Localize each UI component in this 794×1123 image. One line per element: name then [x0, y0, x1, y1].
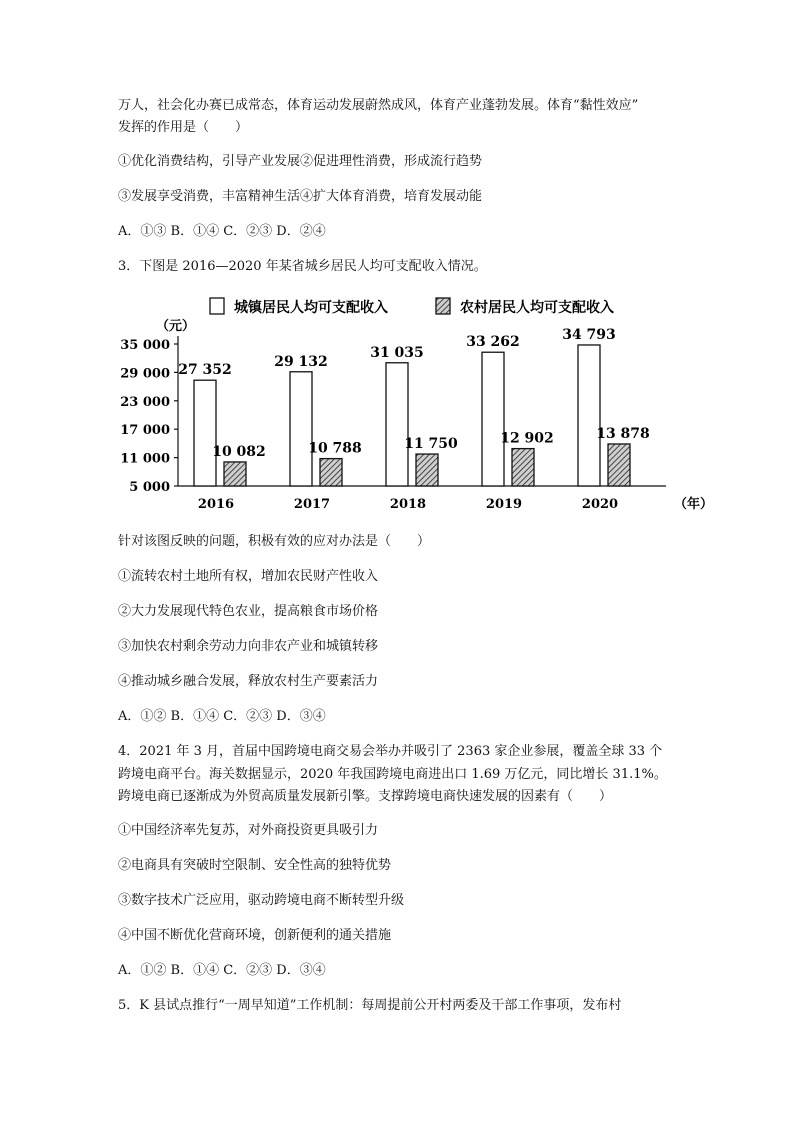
x-tick-label: 2020: [581, 497, 619, 512]
question-2-answer-choices: A．①③ B．①④ C．②③ D．②④: [118, 224, 326, 239]
bar-rural: [416, 454, 438, 486]
y-axis-unit-label: （元）: [156, 319, 196, 334]
question-3-answer-choices: A．①② B．①④ C．②③ D．③④: [118, 709, 326, 724]
question-4-option-1: ①中国经济率先复苏，对外商投资更具吸引力: [118, 823, 379, 838]
question-4-option-3: ③数字技术广泛应用，驱动跨境电商不断转型升级: [118, 893, 405, 908]
data-label-urban: 27 352: [178, 362, 232, 379]
y-tick-label: 23 000: [120, 394, 170, 410]
data-label-rural: 11 750: [404, 436, 458, 453]
bar-urban: [578, 345, 600, 486]
bar-rural: [224, 462, 246, 486]
x-tick-label: 2019: [485, 497, 523, 512]
y-tick-label: 35 000: [120, 338, 170, 353]
data-label-rural: 12 902: [500, 430, 554, 447]
question-2-stem-line-2: 发挥的作用是（ ）: [118, 120, 249, 135]
question-3-option-1: ①流转农村土地所有权，增加农民财产性收入: [118, 569, 379, 584]
data-label-urban: 34 793: [562, 326, 616, 343]
data-label-urban: 29 132: [274, 353, 328, 370]
legend-swatch-urban: [210, 298, 224, 314]
bar-rural: [512, 449, 534, 486]
bar-urban: [194, 380, 216, 486]
bar-rural: [320, 459, 342, 486]
x-tick-label: 2016: [197, 497, 235, 512]
y-tick-label: 5 000: [129, 480, 170, 495]
bar-urban: [290, 372, 312, 486]
question-3-stem: 3．下图是 2016—2020 年某省城乡居民人均可支配收入情况。: [118, 259, 487, 274]
income-chart: [118, 290, 718, 520]
x-tick-label: 2017: [293, 497, 331, 512]
bar-urban: [386, 363, 408, 486]
y-tick-label: 17 000: [120, 423, 170, 439]
bar-rural: [608, 444, 630, 486]
question-4-option-4: ④中国不断优化营商环境，创新便利的通关措施: [118, 928, 392, 943]
bar-urban: [482, 352, 504, 486]
data-label-rural: 10 082: [212, 443, 266, 460]
question-3-prompt: 针对该图反映的问题，积极有效的应对办法是（ ）: [118, 534, 431, 549]
data-label-rural: 10 788: [308, 440, 362, 457]
question-3-option-2: ②大力发展现代特色农业，提高粮食市场价格: [118, 604, 379, 619]
question-3-option-3: ③加快农村剩余劳动力向非农产业和城镇转移: [118, 639, 379, 654]
question-4-stem-line-2: 跨境电商平台。海关数据显示，2020 年我国跨境电商进出口 1.69 万亿元，同比增长 31.1%。: [118, 767, 667, 782]
question-4-stem-line-1: 4．2021 年 3 月，首届中国跨境电商交易会举办并吸引了 2363 家企业参展，覆盖全球 33 个: [118, 744, 663, 759]
legend-label-rural: 农村居民人均可支配收入: [460, 300, 614, 316]
income-bar-chart: [118, 290, 718, 520]
legend-swatch-rural: [436, 298, 450, 314]
y-tick-label: 11 000: [120, 451, 170, 467]
data-label-rural: 13 878: [596, 425, 650, 442]
y-tick-label: 29 000: [120, 366, 170, 382]
data-label-urban: 33 262: [466, 334, 520, 351]
legend-label-urban: 城镇居民人均可支配收入: [234, 300, 388, 316]
x-axis-unit-label: （年）: [674, 497, 714, 512]
data-label-urban: 31 035: [370, 344, 424, 361]
question-2-options-line-1: ①优化消费结构，引导产业发展②促进理性消费，形成流行趋势: [118, 154, 483, 169]
question-2-options-line-2: ③发展享受消费，丰富精神生活④扩大体育消费，培育发展动能: [118, 189, 483, 204]
question-2-stem-line-1: 万人，社会化办赛已成常态，体育运动发展蔚然成风，体育产业蓬勃发展。体育“黏性效应”: [118, 98, 639, 113]
question-4-option-2: ②电商具有突破时空限制、安全性高的独特优势: [118, 858, 392, 873]
question-5-stem: 5．K 县试点推行“一周早知道”工作机制：每周提前公开村两委及干部工作事项，发布村: [118, 998, 622, 1013]
x-tick-label: 2018: [389, 497, 427, 512]
question-3-option-4: ④推动城乡融合发展，释放农村生产要素活力: [118, 674, 379, 689]
question-4-stem-line-3: 跨境电商已逐渐成为外贸高质量发展新引擎。支撑跨境电商快速发展的因素有（ ）: [118, 789, 613, 804]
question-4-answer-choices: A．①② B．①④ C．②③ D．③④: [118, 963, 326, 978]
